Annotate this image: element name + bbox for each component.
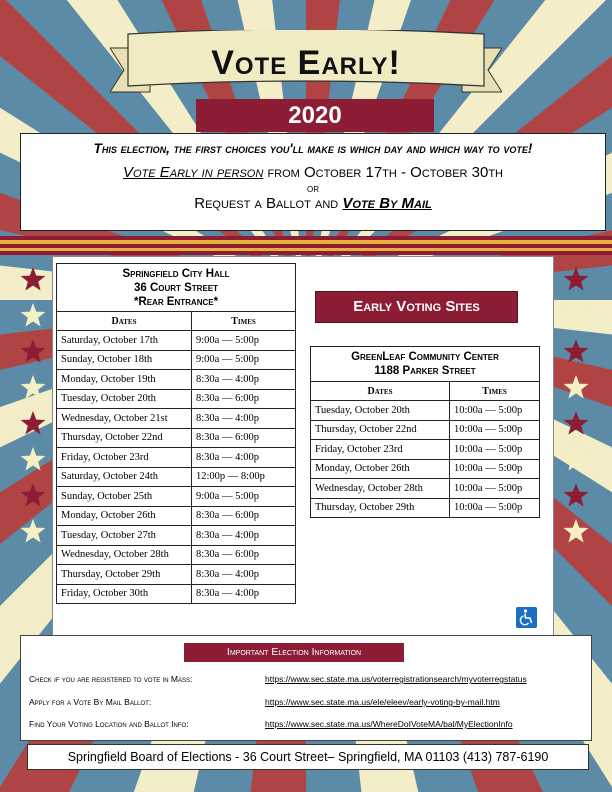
info-label-voting-location: Find Your Voting Location and Ballot Info: [29, 719, 189, 729]
table-row [311, 401, 540, 421]
time-cell: 8:30a — 4:00p [192, 584, 296, 604]
registration-link[interactable]: https://www.sec.state.ma.us/voterregistrationsearch/myvoterregstatus [265, 674, 527, 684]
date-cell: Friday, October 30th [57, 584, 192, 604]
greenleaf-header [310, 346, 540, 381]
date-cell: Thursday, October 22nd [311, 420, 450, 440]
date-cell: Wednesday, October 28th [311, 479, 450, 499]
star-icon [21, 375, 46, 399]
date-cell: Monday, October 26th [311, 459, 450, 479]
date-cell: Tuesday, October 27th [57, 526, 192, 546]
star-icon [564, 447, 589, 471]
vote-early-in-person-link: Vote Early in person [122, 164, 264, 181]
table-row [57, 526, 296, 546]
vote-by-mail-link[interactable]: https://www.sec.state.ma.us/ele/eleev/early-voting-by-mail.htm [265, 697, 500, 707]
intro-headline: This election, the first choices you'll make is which day and which way to vote! [93, 141, 533, 156]
table-row [311, 420, 540, 440]
date-cell: Wednesday, October 28th [57, 545, 192, 565]
voting-location-link[interactable]: https://www.sec.state.ma.us/WhereDoIVoteMA/bal/MyElectionInfo [265, 719, 513, 729]
date-cell: Saturday, October 17th [57, 331, 192, 351]
intro-dates: from October 17th - October 30th [263, 164, 503, 181]
greenleaf-schedule [310, 346, 540, 518]
star-icon [21, 339, 46, 363]
table-row [311, 479, 540, 499]
early-voting-sites-label: Early Voting Sites [315, 291, 518, 323]
greenleaf-address: 1188 Parker Street [374, 365, 476, 377]
intro-line-1 [21, 164, 605, 181]
time-cell: 10:00a — 5:00p [450, 440, 540, 460]
dates-column-header: Dates [311, 382, 450, 401]
right-star-column [556, 258, 612, 548]
date-cell: Sunday, October 25th [57, 487, 192, 507]
star-icon [564, 375, 589, 399]
footer-contact: Springfield Board of Elections - 36 Court Street– Springfield, MA 01103 (413) 787-6190 [27, 744, 589, 770]
time-cell: 9:00a — 5:00p [192, 487, 296, 507]
vote-by-mail-text: Vote By Mail [342, 195, 432, 212]
time-cell: 10:00a — 5:00p [450, 479, 540, 499]
election-info-box [20, 635, 592, 741]
date-cell: Thursday, October 29th [311, 498, 450, 518]
left-star-column [0, 258, 52, 548]
time-cell: 10:00a — 5:00p [450, 420, 540, 440]
dates-column-header: Dates [57, 312, 192, 331]
table-row [57, 448, 296, 468]
star-icon [564, 519, 589, 543]
table-row [311, 459, 540, 479]
date-cell: Thursday, October 22nd [57, 428, 192, 448]
star-icon [21, 447, 46, 471]
city-hall-table [56, 311, 296, 604]
table-row [57, 545, 296, 565]
year-badge: 2020 [196, 99, 434, 132]
table-row [57, 467, 296, 487]
intro-line-3 [21, 195, 605, 212]
times-column-header: Times [450, 382, 540, 401]
city-hall-schedule [56, 263, 296, 604]
date-cell: Tuesday, October 20th [57, 389, 192, 409]
date-cell: Wednesday, October 21st [57, 409, 192, 429]
time-cell: 9:00a — 5:00p [192, 331, 296, 351]
intro-box [20, 133, 606, 231]
time-cell: 8:30a — 6:00p [192, 545, 296, 565]
date-cell: Monday, October 19th [57, 370, 192, 390]
table-row [57, 487, 296, 507]
request-ballot-text: Request a Ballot and [194, 195, 343, 212]
table-row [57, 428, 296, 448]
time-cell: 12:00p — 8:00p [192, 467, 296, 487]
table-row [57, 584, 296, 604]
intro-or: or [307, 181, 319, 195]
star-icon [564, 267, 589, 291]
greenleaf-name: GreenLeaf Community Center [351, 351, 499, 363]
page-title: Vote Early! [211, 44, 401, 82]
star-icon [21, 267, 46, 291]
time-cell: 8:30a — 6:00p [192, 428, 296, 448]
star-icon [564, 411, 589, 435]
time-cell: 8:30a — 6:00p [192, 506, 296, 526]
date-cell: Friday, October 23rd [311, 440, 450, 460]
star-icon [564, 339, 589, 363]
star-icon [21, 411, 46, 435]
star-icon [564, 303, 589, 327]
table-row [57, 409, 296, 429]
table-row [57, 506, 296, 526]
date-cell: Saturday, October 24th [57, 467, 192, 487]
star-icon [21, 303, 46, 327]
greenleaf-table [310, 381, 540, 518]
star-icon [21, 483, 46, 507]
city-hall-note: *Rear Entrance* [133, 296, 219, 308]
table-row [311, 440, 540, 460]
date-cell: Monday, October 26th [57, 506, 192, 526]
table-row [57, 370, 296, 390]
date-cell: Friday, October 23rd [57, 448, 192, 468]
table-row [57, 565, 296, 585]
date-cell: Thursday, October 29th [57, 565, 192, 585]
time-cell: 8:30a — 4:00p [192, 448, 296, 468]
star-icon [21, 519, 46, 543]
date-cell: Tuesday, October 20th [311, 401, 450, 421]
time-cell: 8:30a — 4:00p [192, 370, 296, 390]
time-cell: 8:30a — 4:00p [192, 565, 296, 585]
time-cell: 8:30a — 6:00p [192, 389, 296, 409]
table-row [57, 350, 296, 370]
time-cell: 10:00a — 5:00p [450, 498, 540, 518]
times-column-header: Times [192, 312, 296, 331]
city-hall-name: Springfield City Hall [122, 268, 230, 280]
time-cell: 8:30a — 4:00p [192, 409, 296, 429]
table-row [57, 331, 296, 351]
time-cell: 9:00a — 5:00p [192, 350, 296, 370]
city-hall-address: 36 Court Street [133, 282, 219, 294]
time-cell: 10:00a — 5:00p [450, 459, 540, 479]
time-cell: 8:30a — 4:00p [192, 526, 296, 546]
info-title: Important Election Information [184, 643, 404, 662]
date-cell: Sunday, October 18th [57, 350, 192, 370]
table-row [57, 389, 296, 409]
info-label-registration: Check if you are registered to vote in Mass: [29, 674, 193, 684]
divider-stripe [0, 251, 612, 255]
wheelchair-icon [516, 607, 537, 628]
time-cell: 10:00a — 5:00p [450, 401, 540, 421]
city-hall-header [56, 263, 296, 311]
table-row [311, 498, 540, 518]
star-icon [564, 483, 589, 507]
info-label-vote-by-mail: Apply for a Vote By Mail Ballot: [29, 697, 152, 707]
